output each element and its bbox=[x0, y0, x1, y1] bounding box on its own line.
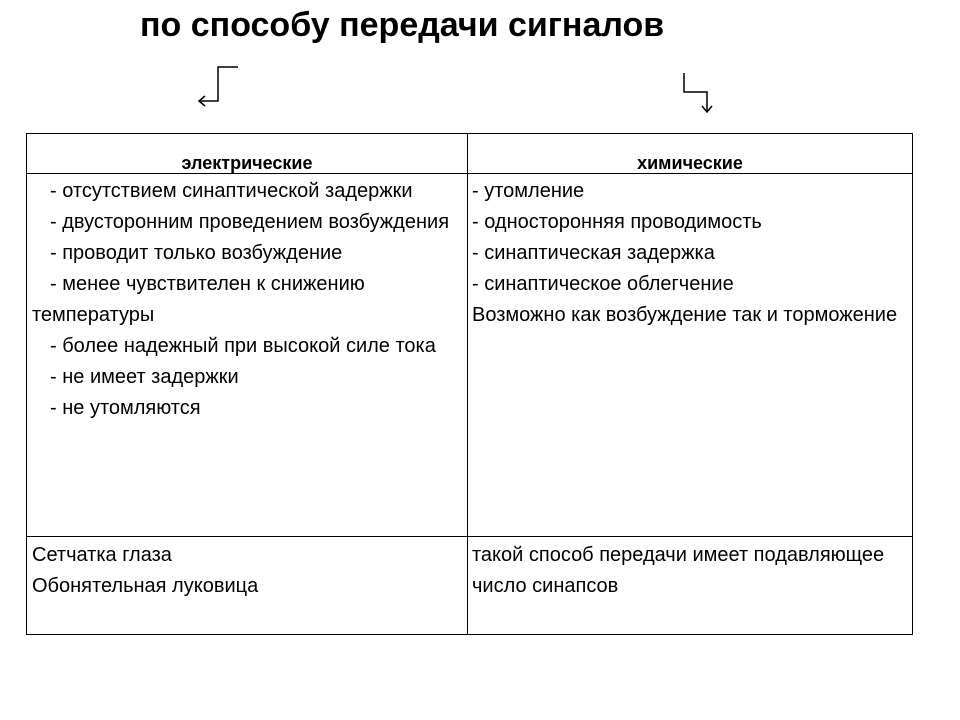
list-item: Обонятельная луковица bbox=[32, 575, 259, 598]
list-item: - более надежный при высокой силе тока bbox=[50, 335, 436, 358]
list-item: - отсутствием синаптической задержки bbox=[50, 180, 413, 203]
right-branch-arrow-icon bbox=[684, 73, 712, 112]
list-item: - утомление bbox=[472, 180, 585, 203]
page-title: по способу передачи сигналов bbox=[140, 6, 665, 44]
list-item: - односторонняя проводимость bbox=[472, 211, 762, 234]
list-item: Возможно как возбуждение так и торможение bbox=[472, 304, 898, 327]
left-branch-arrow-icon bbox=[199, 67, 238, 106]
chemical-note-cell bbox=[468, 537, 913, 635]
list-item: - синаптическое облегчение bbox=[472, 273, 734, 296]
list-item: - не имеет задержки bbox=[50, 366, 239, 389]
synapse-comparison-table bbox=[26, 133, 913, 635]
electrical-column-header: электрические bbox=[27, 134, 468, 174]
chemical-note: такой способ передачи имеет подавляющее число синапсов bbox=[472, 544, 885, 598]
branch-arrows bbox=[0, 0, 960, 130]
electrical-examples-cell bbox=[27, 537, 468, 635]
chemical-properties-cell bbox=[468, 174, 913, 537]
list-item: - двусторонним проведением возбуждения bbox=[50, 211, 450, 234]
table-header-row bbox=[27, 134, 913, 174]
list-item: Сетчатка глаза bbox=[32, 544, 172, 567]
electrical-properties-cell bbox=[27, 174, 468, 537]
list-item: - менее чувствителен к снижению температуры bbox=[32, 273, 365, 327]
list-item: - проводит только возбуждение bbox=[50, 242, 343, 265]
list-item: - не утомляются bbox=[50, 397, 201, 420]
properties-row bbox=[27, 174, 913, 537]
chemical-column-header: химические bbox=[468, 134, 913, 174]
list-item: - синаптическая задержка bbox=[472, 242, 715, 265]
examples-row bbox=[27, 537, 913, 635]
